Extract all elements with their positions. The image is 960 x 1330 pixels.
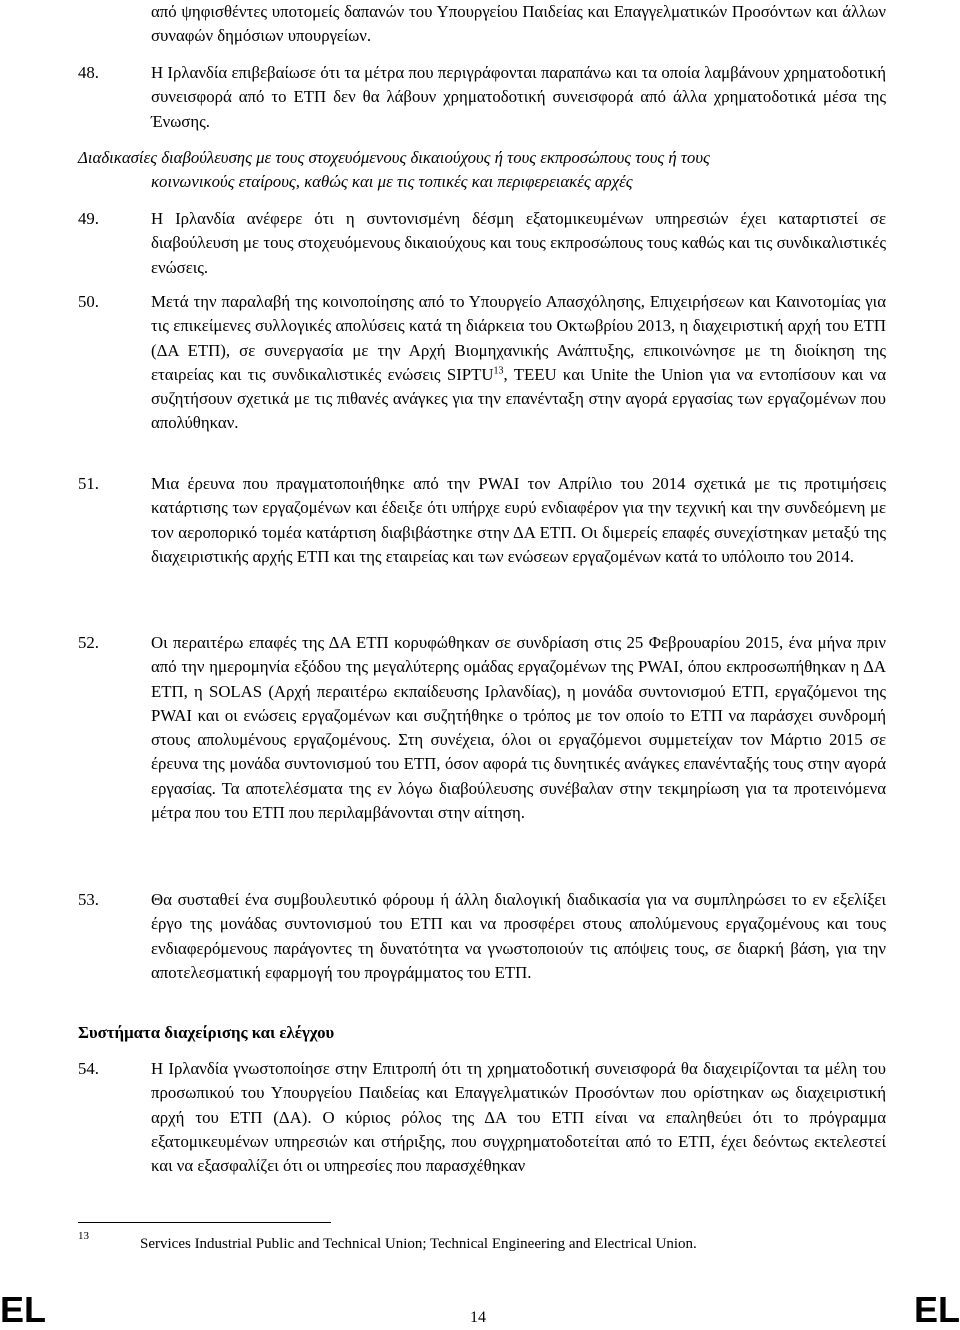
paragraph-text: Η Ιρλανδία επιβεβαίωσε ότι τα μέτρα που περιγράφονται παραπάνω και τα οποία λαμβάνουν χρηματοδοτική συνεισφορά από το ΕΤΠ δεν θα λάβουν χρηματοδοτική συνεισφορά από άλλα χρηματοδοτικά μέσα της Ένωσης. xyxy=(151,63,886,131)
subheading xyxy=(78,146,886,195)
paragraph-text-part: , TEEU και Unite the Union για να εντοπίσουν και να συζητήσουν σχετικά με τις πιθανές ανάγκες για την επανένταξη στην αγορά εργασίας των εργαζομένων που απολύθηκαν. xyxy=(151,364,887,433)
paragraph-48 xyxy=(78,61,886,134)
section-heading: Συστήματα διαχείρισης και ελέγχου xyxy=(78,1023,335,1042)
paragraph-number: 48. xyxy=(78,63,99,82)
language-code-right: EL xyxy=(913,1289,960,1330)
paragraph-number: 54. xyxy=(78,1059,99,1078)
paragraph-52 xyxy=(78,631,886,825)
paragraph-text: Η Ιρλανδία γνωστοποίησε στην Επιτροπή ότι τη χρηματοδοτική συνεισφορά θα διαχειρίζονται τα μέλη του προσωπικού του Υπουργείου Παιδείας και Επαγγελματικών Προσόντων που ορίστηκαν ως διαχειριστική αρχή του ΕΤΠ (ΔΑ). Ο κύριος ρόλος της ΔΑ του ΕΤΠ είναι να επαληθεύει ότι το πρόγραμμα εξατομικευμένων υπηρεσιών και στήριξης, που συγχρηματοδοτείται από το ΕΤΠ, έχει δεόντως εκτελεστεί και να εξασφαλίζει ότι οι υπηρεσίες που παρασχέθηκαν xyxy=(151,1059,886,1176)
paragraph-number: 51. xyxy=(78,474,99,493)
footnote-reference: 13 xyxy=(493,365,504,377)
paragraph-text xyxy=(151,290,886,436)
paragraph-50 xyxy=(78,290,886,436)
continuation-paragraph: από ψηφισθέντες υποτομείς δαπανών του Υπουργείου Παιδείας και Επαγγελματικών Προσόντων και άλλων συναφών δημόσιων υπουργείων. xyxy=(151,2,886,46)
subheading-line-2: κοινωνικούς εταίρους, καθώς και με τις τοπικές και περιφερειακές αρχές xyxy=(151,172,633,192)
paragraph-number: 53. xyxy=(78,890,99,909)
paragraph-49 xyxy=(78,207,886,280)
footnote-number: 13 xyxy=(78,1230,89,1242)
page-number: 14 xyxy=(470,1309,486,1326)
paragraph-54 xyxy=(78,1057,886,1178)
paragraph-number: 52. xyxy=(78,633,99,652)
paragraph-text: Μια έρευνα που πραγματοποιήθηκε από την PWAI τον Απρίλιο του 2014 σχετικά με τις προτιμήσεις κατάρτισης των εργαζομένων και έδειξε ότι υπήρχε ευρύ ενδιαφέρον για την τεχνική και την συνδεόμενη με τον αεροπορικό τομέα κατάρτιση διαβιβάστηκε στην ΔΑ ΕΤΠ. Οι διμερείς επαφές συνεχίστηκαν μεταξύ της διαχειριστικής αρχής ΕΤΠ και της εταιρείας και των ενώσεων εργαζομένων κατά το υπόλοιπο του 2014. xyxy=(151,474,886,566)
paragraph-text: Θα συσταθεί ένα συμβουλευτικό φόρουμ ή άλλη διαλογική διαδικασία για να συμπληρώσει το εν εξελίξει έργο της μονάδας συντονισμού του ΕΤΠ και να προσφέρει στους απολύμενους εργαζομένους και τους ενδιαφερόμενους παράγοντες τη δυνατότητα να γνωστοποιούν τις απόψεις τους, σε διαρκή βάση, για την αποτελεσματική εφαρμογή του προγράμματος του ΕΤΠ. xyxy=(151,890,886,982)
paragraph-51 xyxy=(78,472,886,569)
paragraph-number: 49. xyxy=(78,209,99,228)
subheading-line-1: Διαδικασίες διαβούλευσης με τους στοχευόμενους δικαιούχους ή τους εκπροσώπους τους ή τους xyxy=(78,148,710,167)
paragraph-text: Οι περαιτέρω επαφές της ΔΑ ΕΤΠ κορυφώθηκαν σε συνδρίαση στις 25 Φεβρουαρίου 2015, ένα μήνα πριν από την ημερομηνία εξόδου της μεγαλύτερης ομάδας εργαζομένων της PWAI, όπου εκπροσωπήθηκαν η ΔΑ ΕΤΠ, η SOLAS (Αρχή περαιτέρω εκπαίδευσης Ιρλανδίας), η μονάδα συντονισμού ΕΤΠ, εργαζόμενοι της PWAI και οι ενώσεις εργαζομένων και συζητήθηκε ο τρόπος με τον οποίο το ΕΤΠ να παράσχει συνδρομή στους απολυμένους εργαζομένους. Στη συνέχεια, όλοι οι εργαζόμενοι συμμετείχαν τον Μάρτιο 2015 σε έρευνα της μονάδα συντονισμού του ΕΤΠ, όσον αφορά τις δυνητικές ανάγκες επανένταξής τους στην αγορά εργασίας. Τα αποτελέσματα της εν λόγω διαβούλευσης συνέβαλαν στην τεκμηρίωση για τα προτεινόμενα μέτρα που του ΕΤΠ που περιλαμβάνονται στην αίτηση. xyxy=(151,633,886,823)
paragraph-number: 50. xyxy=(78,292,99,311)
footnote-divider xyxy=(78,1222,331,1223)
footnote-text: Services Industrial Public and Technical Union; Technical Engineering and Electrical Union. xyxy=(140,1236,697,1252)
paragraph-53 xyxy=(78,888,886,985)
paragraph-text-part: Μετά την παραλαβή της κοινοποίησης από το Υπουργείο Απασχόλησης, Επιχειρήσεων και Καινοτομίας για τις επικείμενες συλλογικές απολύσεις κατά τη διάρκεια του Οκτωβρίου 2013, η διαχειριστική αρχή του ΕΤΠ (ΔΑ ΕΤΠ), σε συνεργασία με την Αρχή Βιομηχανικής Ανάπτυξης, επικοινώνησε με τη διοίκηση της εταιρείας και τις συνδικαλιστικές ενώσεις SIPTU xyxy=(151,292,886,384)
paragraph-text: Η Ιρλανδία ανέφερε ότι η συντονισμένη δέσμη εξατομικευμένων υπηρεσιών έχει καταρτιστεί σε διαβούλευση με τους στοχευόμενους δικαιούχους και τους εκπροσώπους τους καθώς και τις συνδικαλιστικές ενώσεις. xyxy=(151,209,886,277)
language-code-left: EL xyxy=(0,1289,47,1330)
